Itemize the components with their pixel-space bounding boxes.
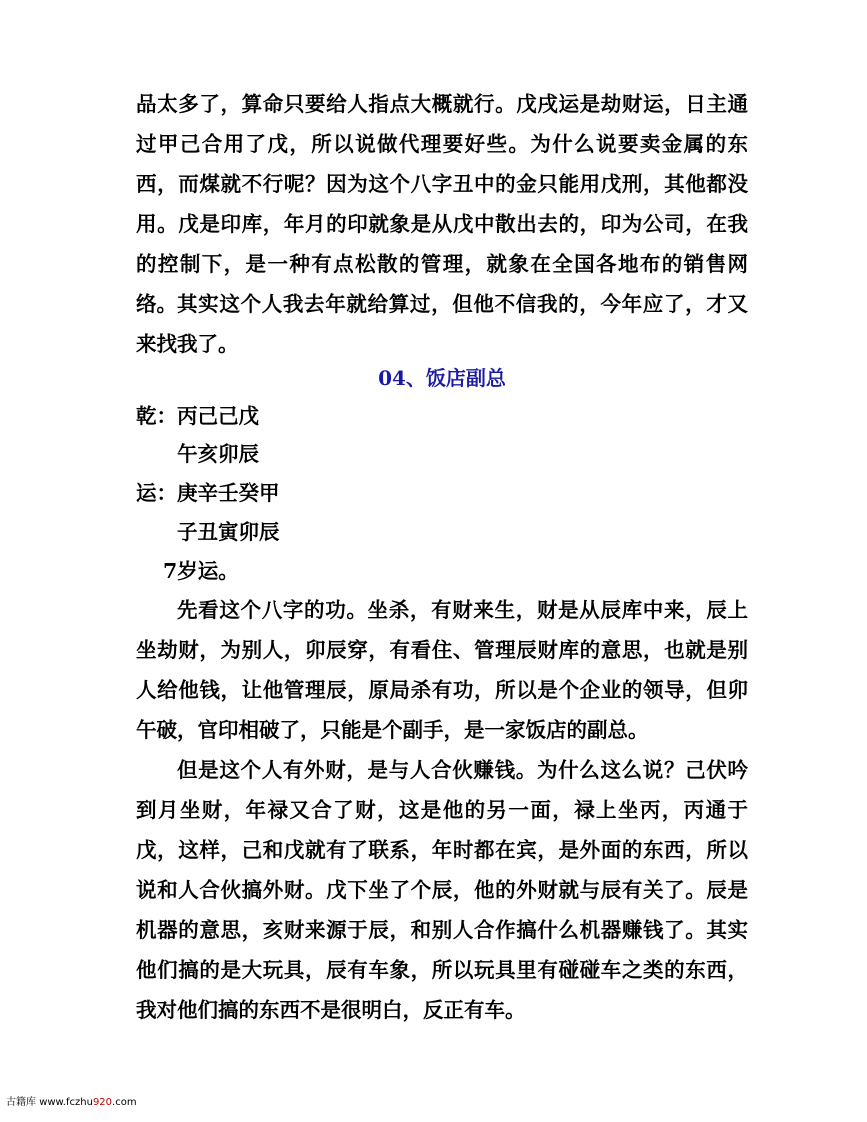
paragraph-analysis: 先看这个八字的功。坐杀，有财来生，财是从辰库中来，辰上坐劫财，为别人，卯辰穿，有看住、管理辰财库的意思，也就是别人给他钱，让他管理辰，原局杀有功，所以是个企业的领导，但卯午破，官印相破了，只能是个副手，是一家饭店的副总。 xyxy=(136,598,748,742)
yun-branches: 子丑寅卯辰 xyxy=(177,520,280,544)
paragraph-continuation: 品太多了，算命只要给人指点大概就行。戊戌运是劫财运，日主通过甲己合用了戊，所以说做代理要好些。为什么说要卖金属的东西，而煤就不行呢？因为这个八字丑中的金只能用戊刑，其他都没用。戊是印库，年月的印就象是从戊中散出去的，印为公司，在我的控制下，是一种有点松散的管理，就象在全国各地布的销售网络。 xyxy=(136,92,748,316)
yun-row xyxy=(136,473,280,513)
section-heading: 04、饭店副总 xyxy=(378,366,506,390)
yun-stems: 庚辛壬癸甲 xyxy=(177,481,280,505)
footer-url xyxy=(39,1097,136,1108)
footer-url-prefix: www.fczhu xyxy=(39,1097,93,1108)
footer-watermark xyxy=(6,1096,137,1110)
qian-label: 乾： xyxy=(136,404,177,428)
footer-url-number: 920 xyxy=(92,1097,113,1108)
qian-branches: 午亥卯辰 xyxy=(177,442,259,466)
start-age: 7岁运。 xyxy=(163,559,239,583)
qian-stems: 丙己己戊 xyxy=(177,404,259,428)
qian-row xyxy=(136,396,259,436)
footer-site-name: 古籍库 xyxy=(6,1097,36,1108)
paragraph-last-year: 其实这个人我去年就给算过，但他不信我的，今年应了，才又来找我了。 xyxy=(136,292,748,356)
yun-label: 运： xyxy=(136,481,177,505)
paragraph-outside-wealth: 但是这个人有外财，是与人合伙赚钱。为什么这么说？己伏吟到月坐财，年禄又合了财，这是他的另一面，禄上坐丙，丙通于戊，这样，己和戊就有了联系，年时都在宾，是外面的东西，所以说和人合伙搞外财。戊下坐了个辰，他的外财就与辰有关了。辰是机器的意思，亥财来源于辰，和别人合作搞什么机器赚钱了。其实他们搞的是大玩具，辰有车象，所以玩具里有碰碰车之类的东西，我对他们搞的东西不是很明白，反正有车。 xyxy=(136,758,748,1022)
footer-url-suffix: .com xyxy=(112,1097,137,1108)
